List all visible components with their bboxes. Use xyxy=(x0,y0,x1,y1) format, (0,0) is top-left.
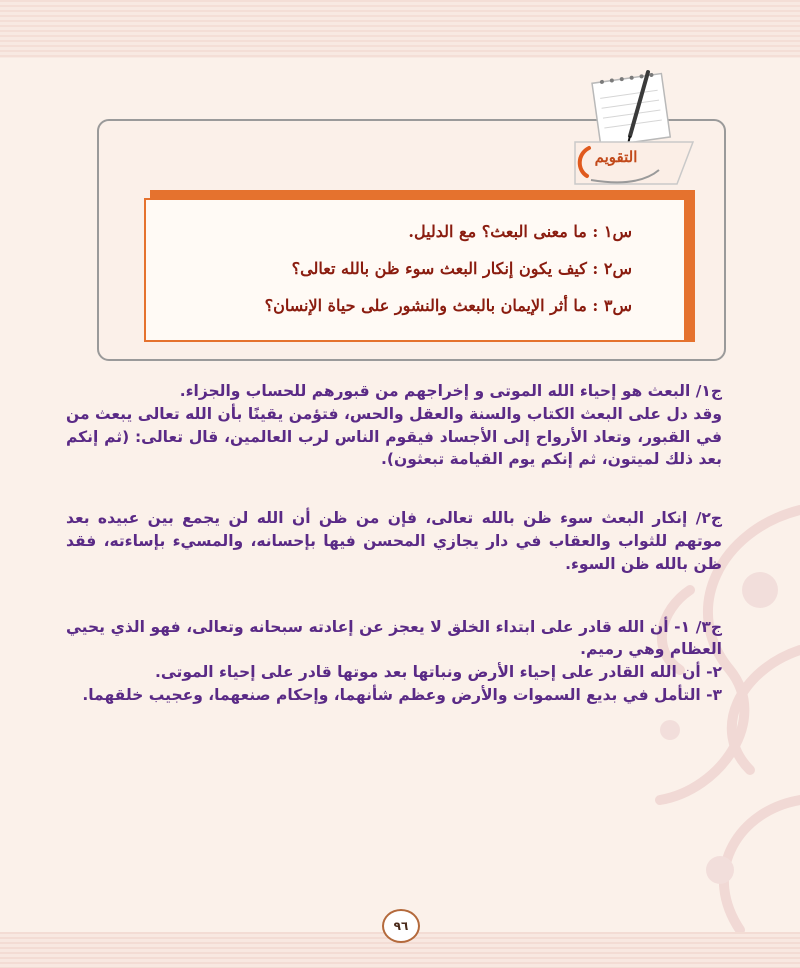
answer-1-line-1: ج١/ البعث هو إحياء الله الموتى و إخراجهم من قبورهم للحساب والجزاء. xyxy=(179,382,722,400)
page-number: ٩٦ xyxy=(382,909,420,943)
answer-3-point-1: ج٣/ ١- أن الله قادر على ابتداء الخلق لا يعجز عن إعادته سبحانه وتعالى، فهو الذي يحيي العظام وهي رميم. xyxy=(66,617,723,659)
top-decorative-band xyxy=(0,0,800,58)
question-card xyxy=(144,198,686,342)
question-3: س٣ : ما أثر الإيمان بالبعث والنشور على حياة الإنسان؟ xyxy=(264,296,632,315)
question-2: س٢ : كيف يكون إنكار البعث سوء ظن بالله تعالى؟ xyxy=(291,259,632,278)
answer-3-point-2: ٢- أن الله القادر على إحياء الأرض ونباتها بعد موتها قادر على إحياء الموتى. xyxy=(154,663,722,682)
answer-3-point-3: ٣- التأمل في بديع السموات والأرض وعظم شأنهما، وإحكام صنعهما، وعجيب خلقهما. xyxy=(82,685,722,704)
section-title: التقويم xyxy=(594,148,638,166)
answer-1-body: وقد دل على البعث الكتاب والسنة والعقل والحس، فتؤمن يقينًا بأن الله تعالى يبعث من في القبور، وتعاد الأرواح إلى الأجساد فيقوم الناس لرب العالمين، قال تعالى: (ثم إنكم بعد ذلك لميتون، ثم إنكم يوم القيامة تبعثون). xyxy=(66,404,722,469)
spacer xyxy=(66,471,722,507)
question-1: س١ : ما معنى البعث؟ مع الدليل. xyxy=(408,222,632,241)
answers-section xyxy=(66,380,722,707)
spacer xyxy=(66,576,722,616)
answer-2: ج٢/ إنكار البعث سوء ظن بالله تعالى، فإن من ظن أن الله لن يجمع بين عبيده بعد موتهم للثواب والعقاب في دار يجازي المحسن فيها بإحسانه، والمسيء بإساءته، فقد ظن بالله ظن السوء. xyxy=(66,509,722,573)
